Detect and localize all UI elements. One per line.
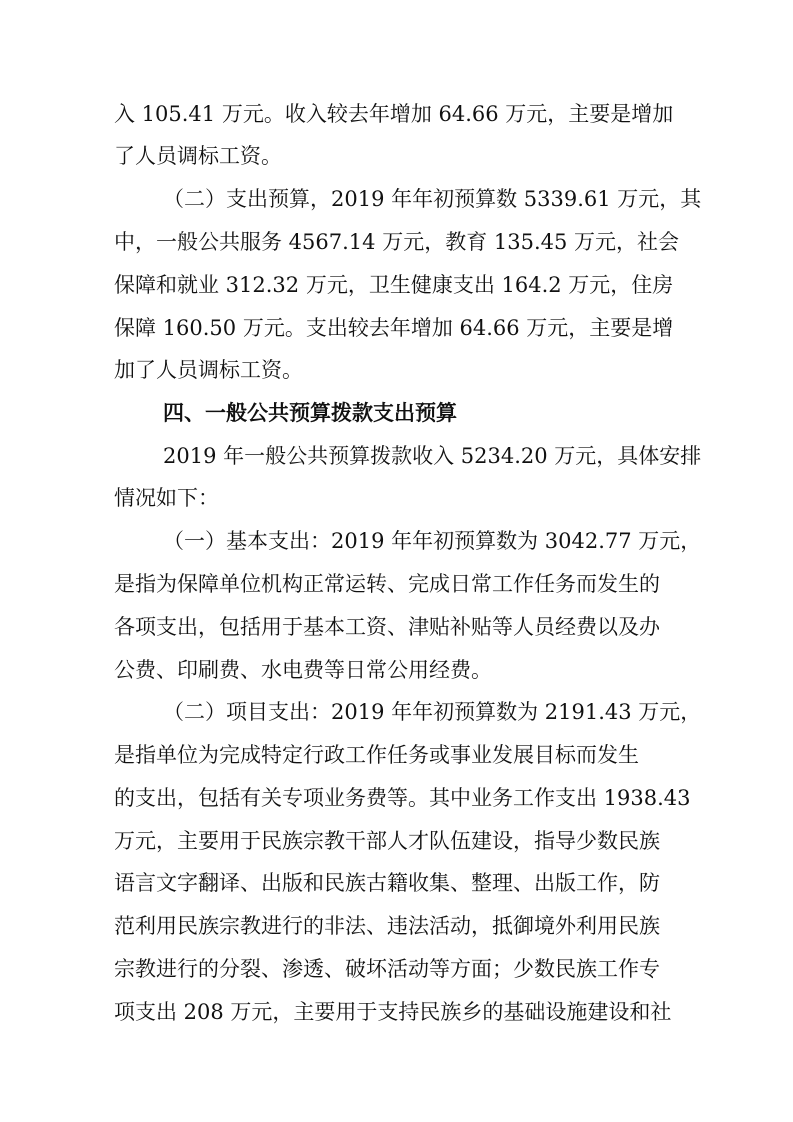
section-heading: 四、一般公共预算拨款支出预算: [163, 401, 457, 425]
text-line-22: 项支出 208 万元，主要用于支持民族乡的基础设施建设和社: [114, 1000, 672, 1024]
text-line-4: 中，一般公共服务 4567.14 万元，教育 135.45 万元，社会: [114, 230, 680, 254]
text-line-9: 2019 年一般公共预算拨款收入 5234.20 万元，具体安排: [163, 444, 702, 468]
text-line-18: 万元，主要用于民族宗教干部人才队伍建设，指导少数民族: [114, 829, 660, 853]
text-line-13: 各项支出，包括用于基本工资、津贴补贴等人员经费以及办: [114, 615, 660, 639]
text-line-10: 情况如下：: [114, 486, 219, 510]
text-line-14: 公费、印刷费、水电费等日常公用经费。: [114, 658, 492, 682]
text-line-19: 语言文字翻译、出版和民族古籍收集、整理、出版工作，防: [114, 871, 660, 895]
text-line-12: 是指为保障单位机构正常运转、完成日常工作任务而发生的: [114, 572, 660, 596]
text-line-6: 保障 160.50 万元。支出较去年增加 64.66 万元，主要是增: [114, 316, 674, 340]
text-line-20: 范利用民族宗教进行的非法、违法活动，抵御境外利用民族: [114, 914, 660, 938]
text-line-17: 的支出，包括有关专项业务费等。其中业务工作支出 1938.43: [114, 786, 691, 810]
text-line-2: 了人员调标工资。: [114, 144, 282, 168]
text-line-15: （二）项目支出：2019 年年初预算数为 2191.43 万元，: [163, 700, 702, 724]
text-line-3: （二）支出预算，2019 年年初预算数 5339.61 万元，其: [163, 187, 702, 211]
text-line-7: 加了人员调标工资。: [114, 358, 303, 382]
text-line-11: （一）基本支出：2019 年年初预算数为 3042.77 万元，: [163, 529, 702, 553]
text-line-16: 是指单位为完成特定行政工作任务或事业发展目标而发生: [114, 743, 639, 767]
text-line-5: 保障和就业 312.32 万元，卫生健康支出 164.2 万元，住房: [114, 273, 674, 297]
text-line-1: 入 105.41 万元。收入较去年增加 64.66 万元，主要是增加: [114, 102, 674, 126]
text-line-21: 宗教进行的分裂、渗透、破坏活动等方面；少数民族工作专: [114, 957, 660, 981]
